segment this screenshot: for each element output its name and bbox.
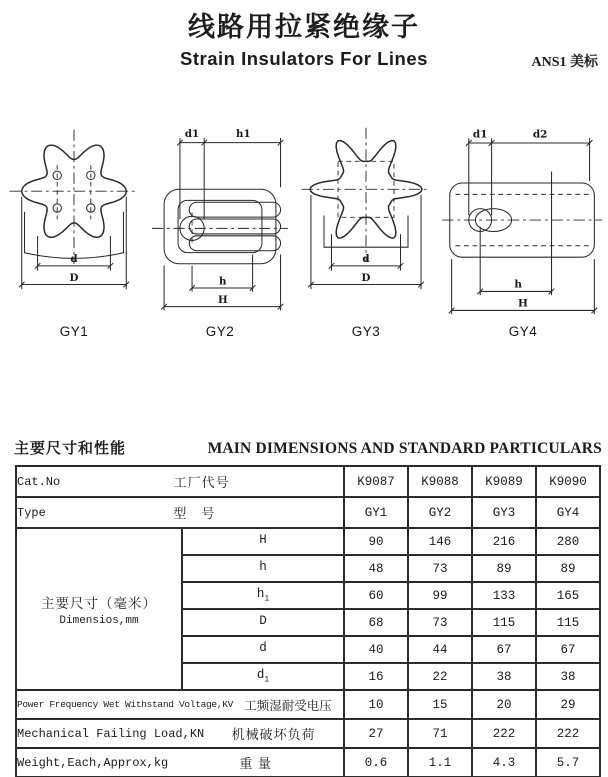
figure-caption-gy3: GY3 [351, 324, 381, 340]
table-row-catno [16, 466, 600, 497]
withstand-value: 10 [344, 690, 408, 719]
load-value: 222 [472, 719, 536, 748]
dims-group-en: Dimensios,mm [59, 614, 139, 627]
dim-value: 216 [472, 528, 536, 555]
weight-label-cn: 重 量 [239, 756, 272, 772]
dim-value: 73 [408, 555, 472, 582]
dim-value: 90 [344, 528, 408, 555]
gy2-dim-label-d1: d1 [184, 128, 200, 141]
dim-value: 89 [472, 555, 536, 582]
weight-value: 4.3 [472, 748, 536, 777]
dim-value: 280 [536, 528, 600, 555]
gy4-dim-label-d1: d1 [472, 128, 488, 141]
gy2-dim-label-h: h [219, 275, 227, 288]
weight-value: 0.6 [344, 748, 408, 777]
section-title-cn: 主要尺寸和性能 [14, 440, 127, 458]
gy1-centerlines [10, 130, 139, 264]
weight-label-en: Weight,Each,Approx,kg [17, 755, 169, 770]
gy4-dim-label-h: h [514, 278, 523, 291]
type-value: GY3 [472, 497, 536, 528]
dim-letter: D [182, 609, 344, 636]
gy3-centerlines [302, 128, 431, 262]
withstand-value: 20 [472, 690, 536, 719]
type-value: GY4 [536, 497, 600, 528]
dim-letter: h [182, 555, 344, 582]
figures-row [0, 124, 608, 339]
dim-value: 22 [408, 663, 472, 690]
catno-value: K9088 [408, 466, 472, 497]
dim-value: 16 [344, 663, 408, 690]
dim-letter: $d_1$ [182, 663, 344, 690]
type-value: GY1 [344, 497, 408, 528]
catno-label-en: Cat.No [17, 474, 61, 489]
withstand-label-en: Power Frequency Wet Withstand Voltage,KV [17, 699, 234, 711]
table-row-type [16, 497, 600, 528]
load-value: 222 [536, 719, 600, 748]
table-row-failing-load [16, 719, 600, 748]
dim-value: 40 [344, 636, 408, 663]
catno-value: K9090 [536, 466, 600, 497]
withstand-label-cn: 工频湿耐受电压 [244, 698, 332, 713]
figure-caption-gy1: GY1 [59, 324, 89, 340]
load-label-en: Mechanical Failing Load,KN [17, 726, 205, 741]
section-title-en: MAIN DIMENSIONS AND STANDARD PARTICULARS [207, 440, 602, 458]
dim-letter: $h_1$ [182, 582, 344, 609]
dim-value: 44 [408, 636, 472, 663]
gy4-dim-label-H: H [518, 297, 528, 310]
load-value: 71 [408, 719, 472, 748]
catno-value: K9089 [472, 466, 536, 497]
weight-value: 1.1 [408, 748, 472, 777]
gy4-dim-label-d2: d2 [532, 128, 548, 141]
gy2-dim-label-H: H [217, 293, 228, 306]
dim-value: 146 [408, 528, 472, 555]
gy2-drawing-icon [150, 124, 290, 315]
dim-value: 48 [344, 555, 408, 582]
withstand-value: 29 [536, 690, 600, 719]
dim-value: 38 [472, 663, 536, 690]
dim-value: 89 [536, 555, 600, 582]
gy3-dim-label-d: d [362, 253, 370, 266]
subtitle-row [0, 48, 608, 74]
gy3-drawing-icon [296, 124, 436, 306]
gy1-dim-label-D: D [69, 271, 79, 284]
spec-table [15, 465, 601, 777]
dim-letter: d [182, 636, 344, 663]
dim-value: 165 [536, 582, 600, 609]
gy2-dim-label-h1: h1 [236, 128, 251, 141]
gy3-dim-label-D: D [361, 271, 371, 284]
figure-caption-gy2: GY2 [205, 324, 235, 340]
dims-group-cn: 主要尺寸（毫米） [41, 595, 157, 611]
gy2-body [164, 189, 280, 264]
withstand-value: 15 [408, 690, 472, 719]
load-label-cn: 机械破坏负荷 [231, 727, 316, 743]
gy4-drawing-icon [442, 124, 604, 319]
page-title-en: Strain Insulators For Lines [180, 48, 428, 70]
dim-value: 133 [472, 582, 536, 609]
table-row-dim-H [16, 528, 600, 555]
figure-caption-gy4: GY4 [508, 324, 538, 340]
weight-value: 5.7 [536, 748, 600, 777]
dim-letter: H [182, 528, 344, 555]
figure-gy3 [296, 124, 436, 339]
type-value: GY2 [408, 497, 472, 528]
gy1-drawing-icon [4, 124, 144, 306]
dim-value: 73 [408, 609, 472, 636]
dim-value: 67 [472, 636, 536, 663]
dim-value: 60 [344, 582, 408, 609]
dim-value: 99 [408, 582, 472, 609]
dim-value: 115 [536, 609, 600, 636]
table-row-weight [16, 748, 600, 777]
table-row-withstand-voltage [16, 690, 600, 719]
type-label-en: Type [17, 505, 46, 520]
dim-value: 115 [472, 609, 536, 636]
dim-value: 38 [536, 663, 600, 690]
dims-group-header [16, 528, 182, 690]
figure-gy4 [442, 124, 604, 339]
section-heading [14, 437, 602, 458]
figure-gy1 [4, 124, 144, 339]
catno-value: K9087 [344, 466, 408, 497]
figure-gy2 [150, 124, 290, 339]
load-value: 27 [344, 719, 408, 748]
standard-label: ANS1 美标 [531, 55, 598, 71]
dim-value: 68 [344, 609, 408, 636]
page-title-cn: 线路用拉紧绝缘子 [188, 12, 420, 42]
type-label-cn: 型 号 [173, 506, 216, 522]
catno-label-cn: 工厂代号 [173, 475, 230, 491]
gy1-dim-label-d: d [70, 253, 78, 266]
dim-value: 67 [536, 636, 600, 663]
